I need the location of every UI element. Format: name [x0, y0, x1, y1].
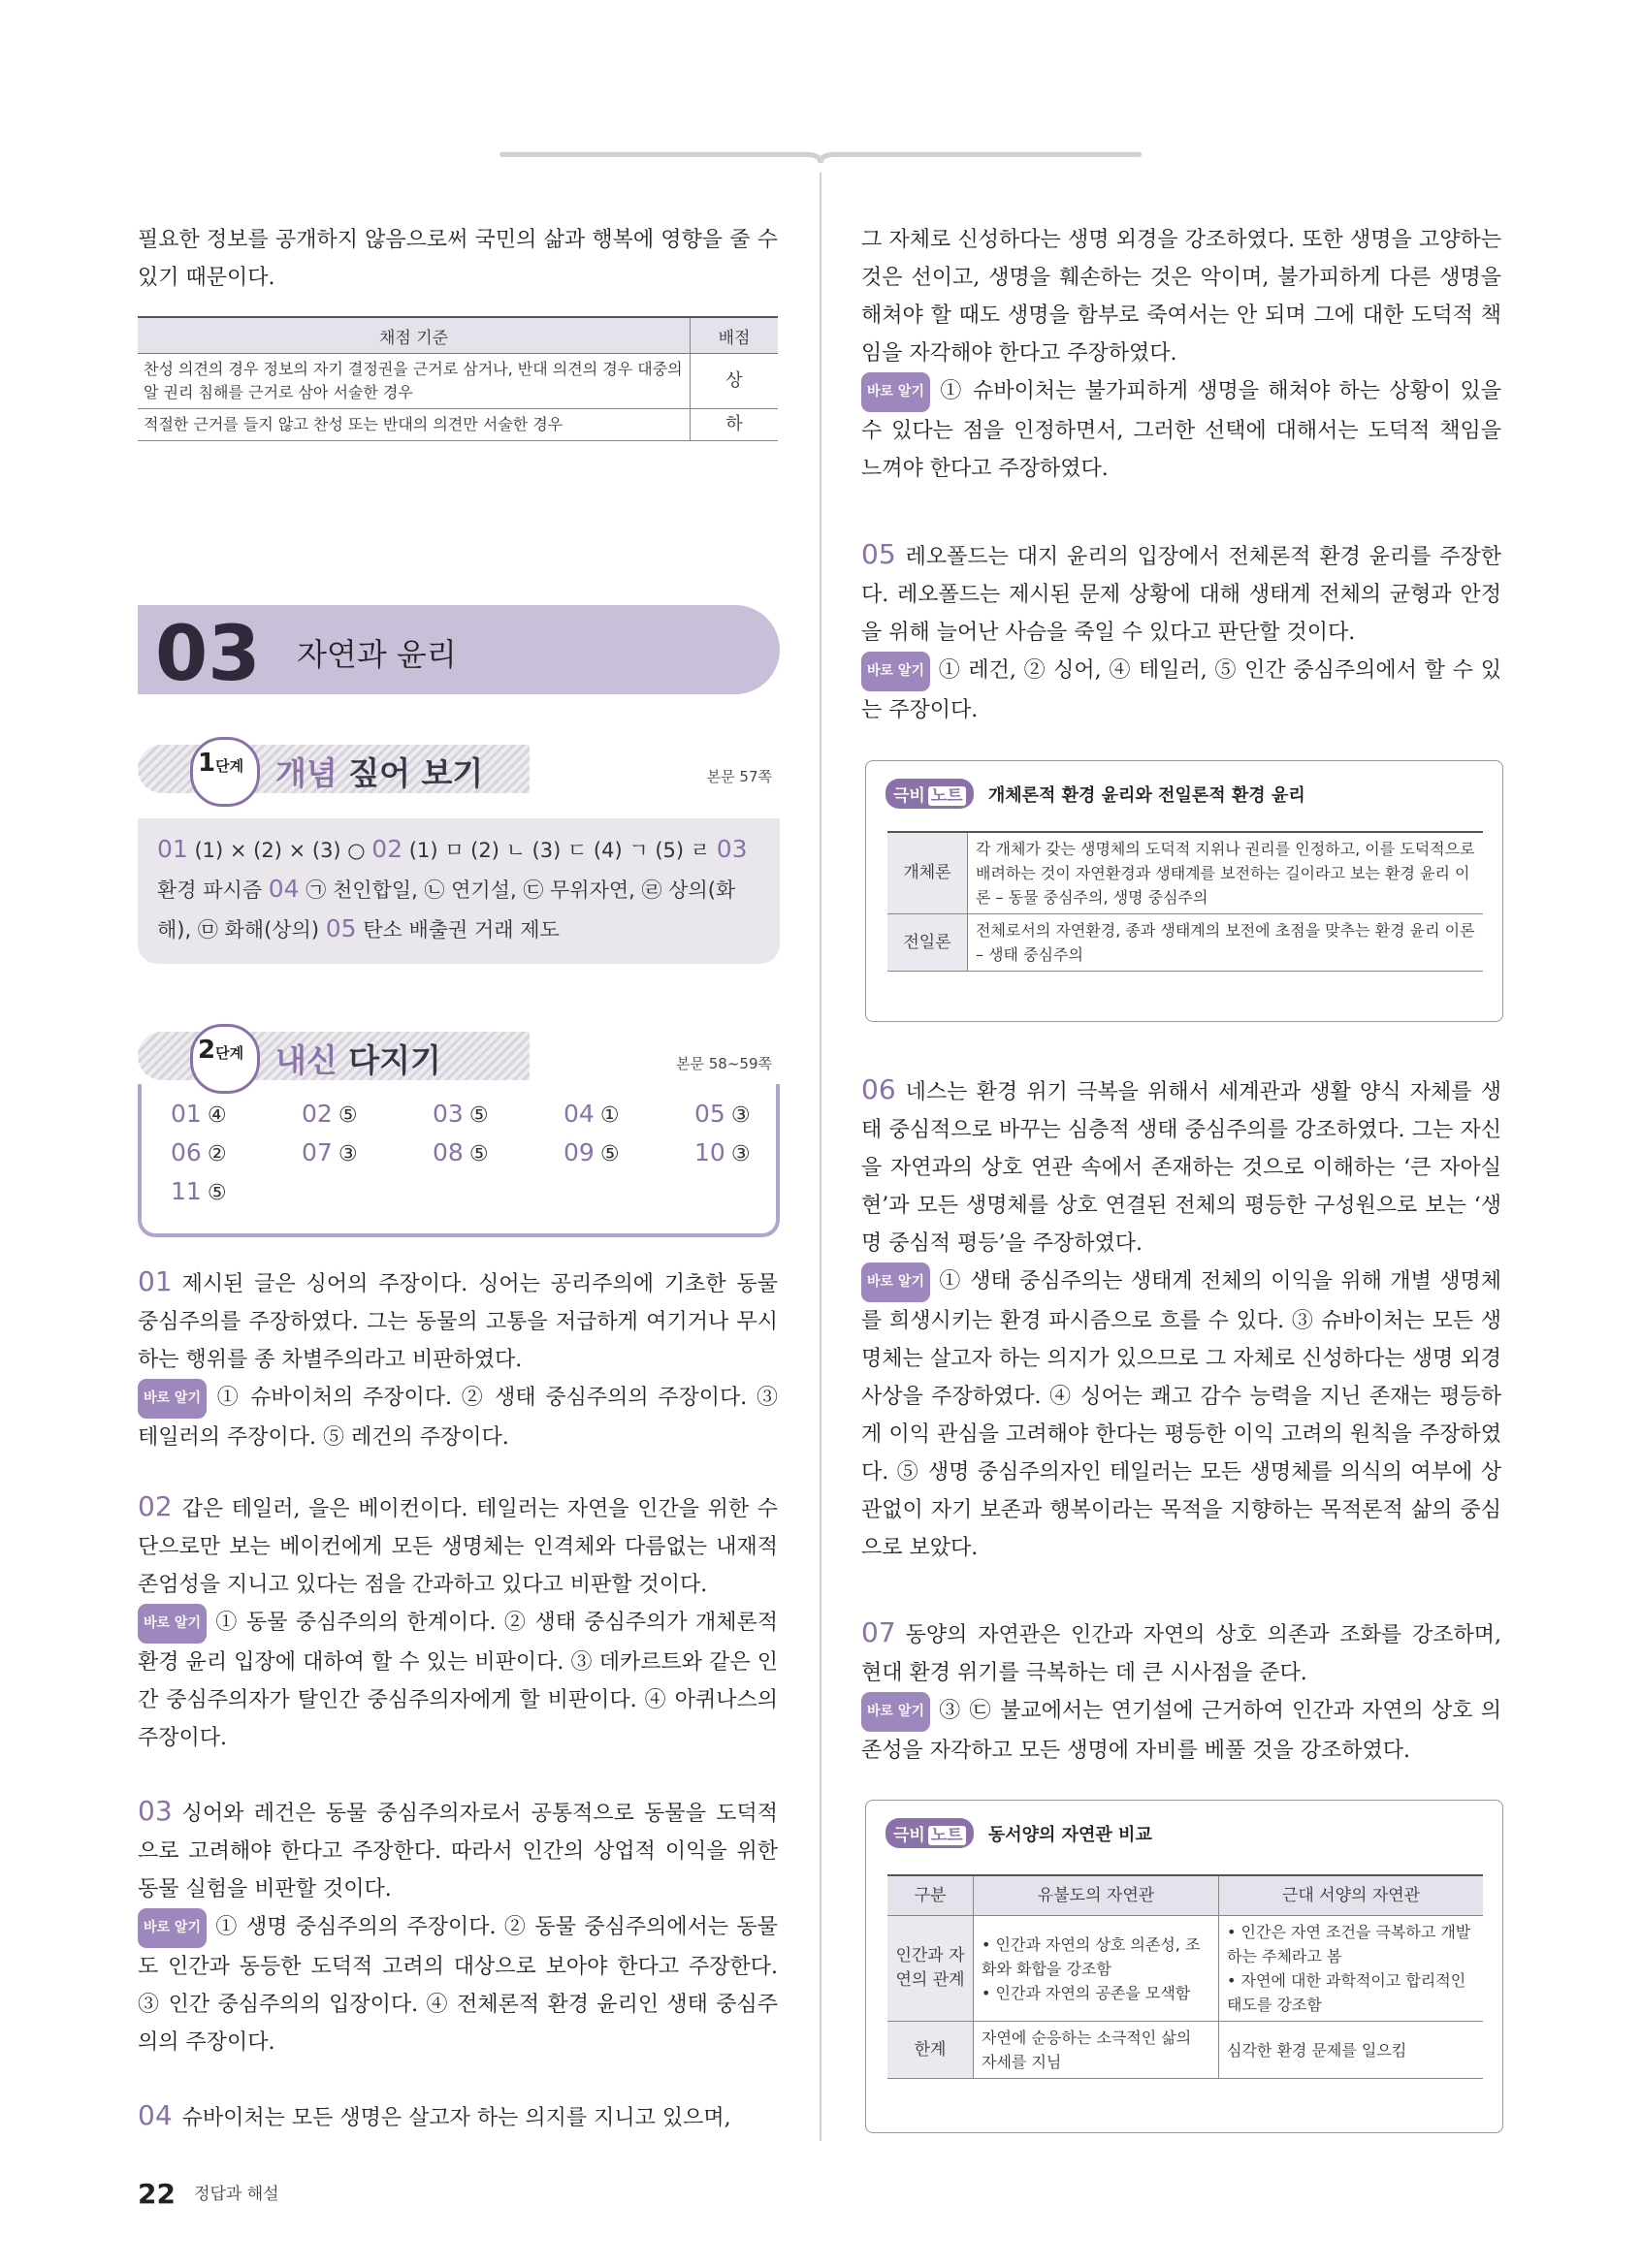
item-number: 03 — [138, 1795, 173, 1827]
item-fix: ① 생명 중심주의의 주장이다. ② 동물 중심주의에서는 동물도 인간과 동등한 도덕적 고려의 대상으로 보아야 한다고 주장한다. ③ 인간 중심주의의 입장이다. ④ 전체론적 환경 윤리인 생태 중심주의의 주장이다. — [138, 1915, 778, 2055]
list-item: 10 ③ — [694, 1138, 751, 1166]
top-decorative-bar — [138, 151, 1503, 165]
item-number: 06 — [861, 1073, 896, 1105]
note2-west-cell: 심각한 환경 문제를 일으킴 — [1219, 2022, 1484, 2079]
list-item: 09 ⑤ — [563, 1138, 620, 1166]
left-column — [138, 221, 778, 297]
list-item: 06 ② — [171, 1138, 227, 1166]
item-fix: ① 동물 중심주의의 한계이다. ② 생태 중심주의가 개체론적 환경 윤리 입장에 대하여 할 수 있는 비판이다. ③ 데카르트와 같은 인간 중심주의자가 탈인간 중심주의자에게 할 비판이다. ④ 아퀴나스의 주장이다. — [138, 1611, 778, 1750]
section-title: 자연과 윤리 — [297, 636, 457, 673]
column-divider — [820, 173, 821, 2141]
quick-fix-badge: 바로 알기 — [861, 1692, 930, 1732]
note2-header-category: 구분 — [887, 1875, 974, 1916]
list-item: 04 ① — [563, 1100, 620, 1128]
explanation-04 — [138, 2096, 778, 2137]
score-value: 하 — [691, 409, 779, 441]
note-box-2 — [865, 1800, 1503, 2133]
explanation-06 — [861, 1070, 1501, 1567]
explanation-01 — [138, 1262, 778, 1456]
item-text: 싱어와 레건은 동물 중심주의자로서 공통적으로 동물을 도덕적으로 고려해야 한다고 주장한다. 따라서 인간의 상업적 이익을 위한 동물 실험을 비판할 것이다. — [138, 1802, 778, 1901]
item-text: 갑은 테일러, 을은 베이컨이다. 테일러는 자연을 인간을 위한 수단으로만 보는 베이컨에게 모든 생명체는 인격체와 다름없는 내재적 존엄성을 지니고 있다는 점을 간과하고 있다고 비판할 것이다. — [138, 1497, 778, 1597]
footer-label: 정답과 해설 — [194, 2185, 279, 2204]
note-row-desc: 각 개체가 갖는 생명체의 도덕적 지위나 권리를 인정하고, 이를 도덕적으로 배려하는 것이 자연환경과 생태계를 보전하는 길이라고 보는 환경 윤리 이론 – 동물 중심주의, 생명 중심주의 — [968, 832, 1484, 914]
stage2-header — [138, 1024, 780, 1084]
table-row — [887, 832, 1483, 914]
stage2-title: 내신 다지기 — [275, 1041, 441, 1079]
item-text: 레오폴드는 대지 윤리의 입장에서 전체론적 환경 윤리를 주장한다. 레오폴드는 제시된 문제 상황에 대해 생태계 전체의 균형과 안정을 위해 늘어난 사슴을 죽일 수 있다고 판단할 것이다. — [861, 545, 1501, 645]
note2-east-cell: 자연에 순응하는 소극적인 삶의 자세를 지님 — [974, 2022, 1219, 2079]
note-row-desc: 전체로서의 자연환경, 종과 생태계의 보전에 초점을 맞추는 환경 윤리 이론 – 생태 중심주의 — [968, 914, 1484, 972]
section-banner — [138, 605, 780, 698]
quick-fix-badge: 바로 알기 — [861, 1262, 930, 1302]
item-fix: ① 슈바이처는 불가피하게 생명을 해쳐야 하는 상황이 있을 수 있다는 점을 인정하면서, 그러한 선택에 대해서는 도덕적 책임을 느껴야 한다고 주장하였다. — [861, 379, 1501, 481]
score-table-wrap — [138, 316, 778, 441]
explanation-02 — [138, 1487, 778, 1757]
list-item: 11 ⑤ — [171, 1177, 227, 1205]
stage2-answer-box — [138, 1084, 780, 1237]
note-row-heading: 전일론 — [887, 914, 968, 972]
item-number: 05 — [861, 538, 896, 570]
note2-west-cell: • 인간은 자연 조건을 극복하고 개발하는 주체라고 봄 • 자연에 대한 과학적이고 합리적인 태도를 강조함 — [1219, 1916, 1484, 2022]
item-text: 네스는 환경 위기 극복을 위해서 세계관과 생활 양식 자체를 생태 중심적으로 바꾸는 심층적 생태 중심주의를 강조하였다. 그는 자신을 자연과의 상호 연관 속에서 존재하는 것으로 이해하는 ‘큰 자아실현’과 모든 생명체를 상호 연결된 전체의 평등한 구성원으로 보는 ‘생명 중심적 평등’을 주장하였다. — [861, 1080, 1501, 1256]
score-table — [138, 316, 778, 441]
item-number: 07 — [861, 1616, 896, 1648]
list-item: 05 ③ — [694, 1100, 751, 1128]
quick-fix-badge: 바로 알기 — [861, 372, 930, 412]
explanation-04-continued — [861, 221, 1501, 488]
quick-fix-badge: 바로 알기 — [138, 1604, 207, 1644]
left-intro-text: 필요한 정보를 공개하지 않음으로써 국민의 삶과 행복에 영향을 줄 수 있기 때문이다. — [138, 228, 778, 290]
note2-table — [887, 1874, 1483, 2079]
section-number: 03 — [155, 611, 261, 698]
note-tag: 극비 노트 — [885, 1818, 974, 1848]
item-number: 02 — [138, 1490, 173, 1522]
note-header — [885, 1818, 1152, 1848]
list-item: 08 ⑤ — [433, 1138, 489, 1166]
note-title: 개체론적 환경 윤리와 전일론적 환경 윤리 — [987, 785, 1305, 806]
item-fix: ① 생태 중심주의는 생태계 전체의 이익을 위해 개별 생명체를 희생시키는 환경 파시즘으로 흐를 수 있다. ③ 슈바이처는 모든 생명체는 살고자 하는 의지가 있으므로 그 자체로 신성하다는 생명 외경 사상을 주장하였다. ④ 싱어는 쾌고 감수 능력을 지닌 존재는 평등하게 이익 관심을 고려해야 한다는 평등한 이익 고려의 원칙을 주장하였다. ⑤ 생명 중심주의자인 테일러는 모든 생명체를 의식의 여부에 상관없이 자기 보존과 행복이라는 목적을 지향하는 목적론적 삶의 중심으로 보았다. — [861, 1269, 1501, 1560]
list-item: 02 ⑤ — [302, 1100, 358, 1128]
table-row — [138, 409, 778, 441]
item-fix: ① 레건, ② 싱어, ④ 테일러, ⑤ 인간 중심주의에서 할 수 있는 주장이다. — [861, 658, 1501, 722]
note-header — [885, 779, 1305, 809]
stage2-label: 2단계 — [198, 1036, 244, 1065]
item-number: 04 — [138, 2099, 173, 2131]
stage1-title: 개념 짚어 보기 — [275, 754, 484, 792]
note-row-heading: 한계 — [887, 2022, 974, 2079]
note-tag: 극비 노트 — [885, 779, 974, 809]
page-footer — [138, 2178, 279, 2210]
explanation-07 — [861, 1613, 1501, 1770]
stage1-header — [138, 737, 780, 797]
note2-east-cell: • 인간과 자연의 상호 의존성, 조화와 화합을 강조함 • 인간과 자연의 공존을 모색함 — [974, 1916, 1219, 2022]
item-fix: ① 슈바이처의 주장이다. ② 생태 중심주의의 주장이다. ③ 테일러의 주장이다. ⑤ 레건의 주장이다. — [138, 1386, 778, 1450]
note-box-1 — [865, 760, 1503, 1022]
score-header-points: 배점 — [691, 317, 779, 354]
table-row — [887, 2022, 1483, 2079]
item-number: 01 — [138, 1265, 173, 1297]
quick-fix-badge: 바로 알기 — [861, 652, 930, 691]
note-title: 동서양의 자연관 비교 — [987, 1825, 1152, 1845]
note-row-heading: 인간과 자연의 관계 — [887, 1916, 974, 2022]
note2-header-west: 근대 서양의 자연관 — [1219, 1875, 1484, 1916]
note1-table — [887, 831, 1483, 972]
quick-fix-badge: 바로 알기 — [138, 1379, 207, 1419]
score-criteria: 찬성 의견의 경우 정보의 자기 결정권을 근거로 삼거나, 반대 의견의 경우 대중의 알 권리 침해를 근거로 삼아 서술한 경우 — [138, 354, 691, 409]
score-criteria: 적절한 근거를 들지 않고 찬성 또는 반대의 의견만 서술한 경우 — [138, 409, 691, 441]
stage1-label: 1단계 — [198, 749, 244, 778]
table-row — [887, 1916, 1483, 2022]
item-fix: ③ ㉢ 불교에서는 연기설에 근거하여 인간과 자연의 상호 의존성을 자각하고 모든 생명에 자비를 베풀 것을 강조하였다. — [861, 1699, 1501, 1763]
note2-header-east: 유불도의 자연관 — [974, 1875, 1219, 1916]
note-row-heading: 개체론 — [887, 832, 968, 914]
item-text: 제시된 글은 싱어의 주장이다. 싱어는 공리주의에 기초한 동물 중심주의를 주장하였다. 그는 동물의 고통을 저급하게 여기거나 무시하는 행위를 종 차별주의라고 비판하였다. — [138, 1272, 778, 1372]
list-item: 03 ⑤ — [433, 1100, 489, 1128]
score-header-criteria: 채점 기준 — [138, 317, 691, 354]
explanation-03 — [138, 1792, 778, 2061]
item-text: 그 자체로 신성하다는 생명 외경을 강조하였다. 또한 생명을 고양하는 것은 선이고, 생명을 훼손하는 것은 악이며, 불가피하게 다른 생명을 해쳐야 할 때도 생명을 함부로 죽여서는 안 되며 그에 대한 도덕적 책임을 자각해야 한다고 주장하였다. — [861, 228, 1501, 366]
item-text: 동양의 자연관은 인간과 자연의 상호 의존과 조화를 강조하며, 현대 환경 위기를 극복하는 데 큰 시사점을 준다. — [861, 1623, 1501, 1685]
list-item: 07 ③ — [302, 1138, 358, 1166]
score-value: 상 — [691, 354, 779, 409]
stage2-page-ref: 본문 58~59쪽 — [676, 1055, 772, 1072]
stage1-page-ref: 본문 57쪽 — [706, 768, 772, 785]
table-row — [887, 914, 1483, 972]
page-number: 22 — [138, 2178, 176, 2210]
quick-fix-badge: 바로 알기 — [138, 1908, 207, 1948]
item-text: 슈바이처는 모든 생명은 살고자 하는 의지를 지니고 있으며, — [181, 2106, 731, 2130]
list-item: 01 ④ — [171, 1100, 227, 1128]
stage1-answer-box — [138, 818, 780, 964]
table-row — [138, 354, 778, 409]
stage1-answers: 01 (1) × (2) × (3) ○ 02 (1) ㅁ (2) ㄴ (3) ㄷ (4) ㄱ (5) ㄹ 03 환경 파시즘 04 ㉠ 천인합일, ㉡ 연기설, ㉢ 무위자연, ㉣ 상의(화해), ㉤ 화해(상의) 05 탄소 배출권 거래 제도 — [157, 835, 748, 942]
explanation-05 — [861, 535, 1501, 729]
